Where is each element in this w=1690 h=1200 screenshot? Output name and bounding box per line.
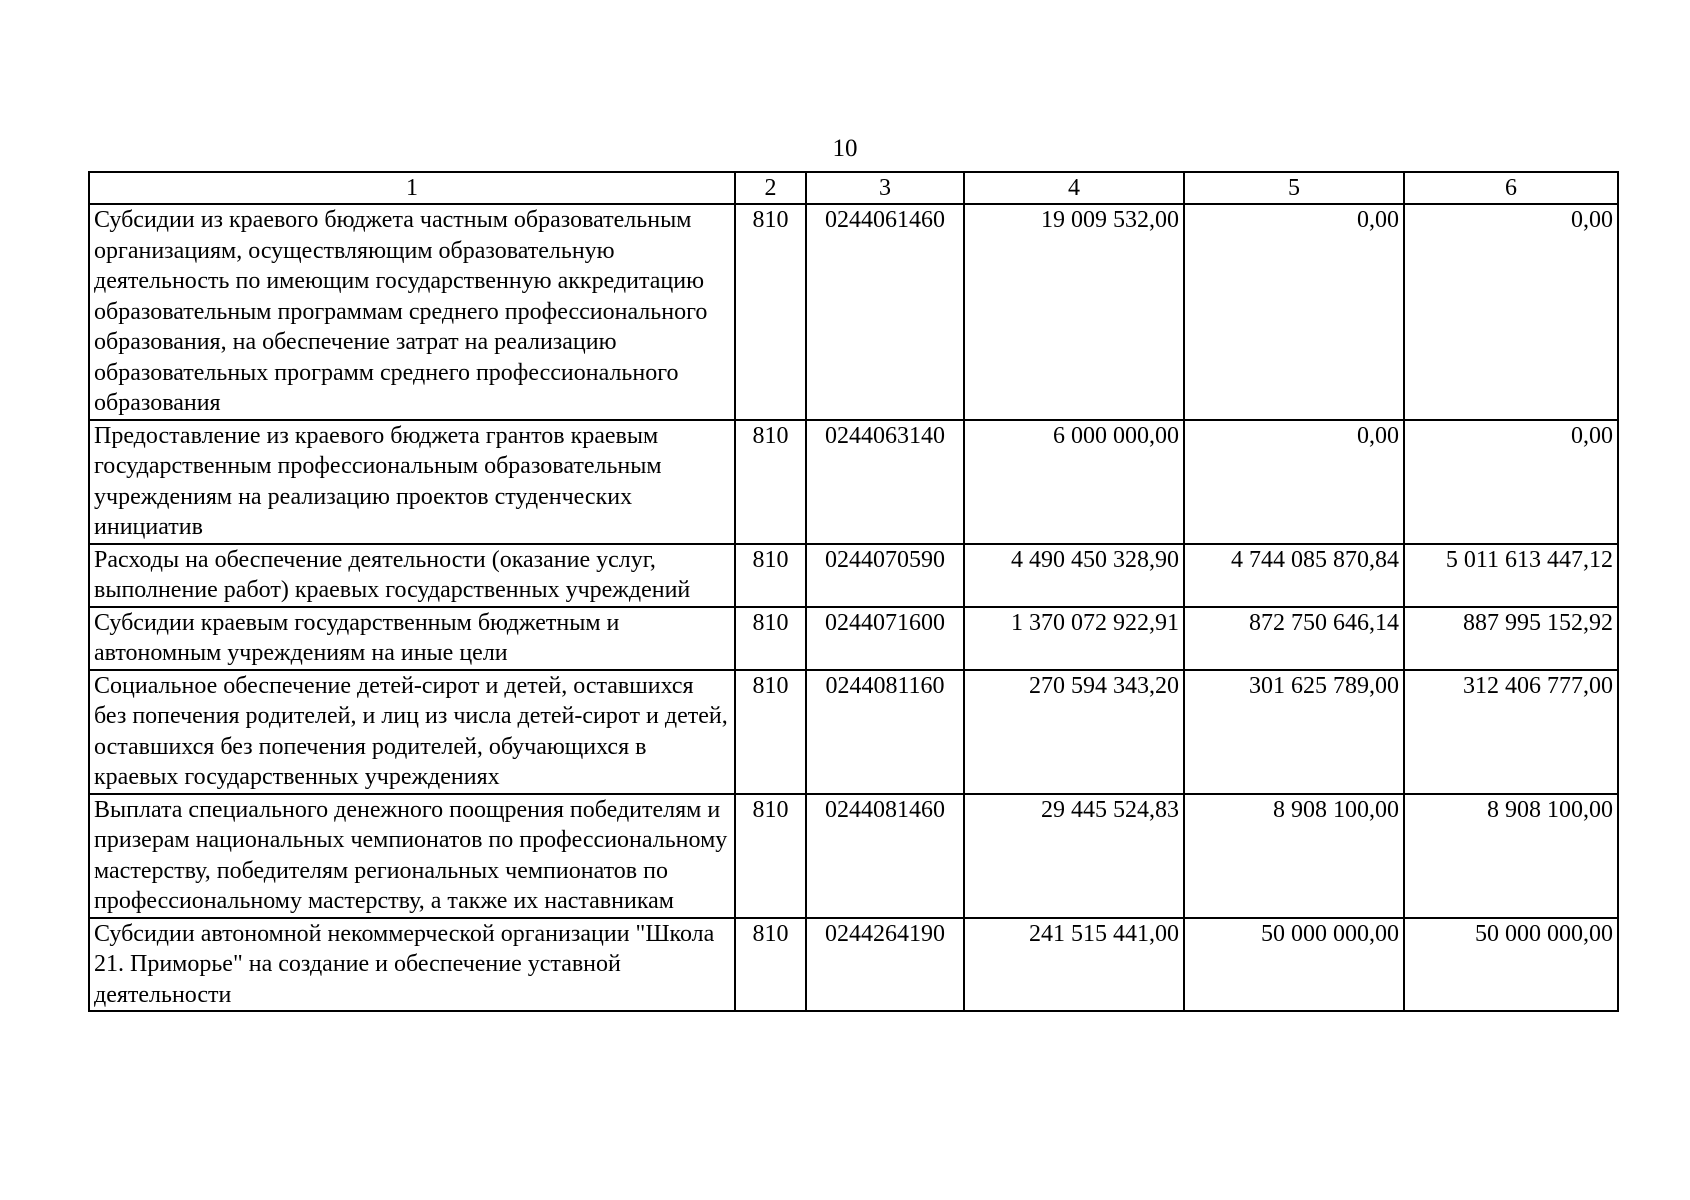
row-value-5-cell: 301 625 789,00 xyxy=(1184,670,1404,794)
row-value-6-cell: 887 995 152,92 xyxy=(1404,607,1618,670)
table-row xyxy=(89,918,1618,1012)
budget-table xyxy=(88,171,1619,1012)
table-row xyxy=(89,420,1618,544)
row-csr-cell: 0244063140 xyxy=(806,420,964,544)
row-value-5-cell: 8 908 100,00 xyxy=(1184,794,1404,918)
row-code-cell: 810 xyxy=(735,607,806,670)
row-value-5-cell: 0,00 xyxy=(1184,204,1404,420)
row-name-cell: Предоставление из краевого бюджета грантов краевым государственным профессиональным образовательным учреждениям на реализацию проектов студенческих инициатив xyxy=(89,420,735,544)
row-csr-cell: 0244264190 xyxy=(806,918,964,1012)
header-cell-3: 3 xyxy=(806,172,964,204)
row-name-cell: Социальное обеспечение детей-сирот и детей, оставшихся без попечения родителей, и лиц из числа детей-сирот и детей, оставшихся без попечения родителей, обучающихся в краевых государственных учреждениях xyxy=(89,670,735,794)
table-row xyxy=(89,607,1618,670)
header-cell-6: 6 xyxy=(1404,172,1618,204)
row-name-cell: Расходы на обеспечение деятельности (оказание услуг, выполнение работ) краевых государственных учреждений xyxy=(89,544,735,607)
table-row xyxy=(89,670,1618,794)
row-csr-cell: 0244081460 xyxy=(806,794,964,918)
row-value-6-cell: 8 908 100,00 xyxy=(1404,794,1618,918)
row-value-6-cell: 0,00 xyxy=(1404,420,1618,544)
header-cell-5: 5 xyxy=(1184,172,1404,204)
table-row xyxy=(89,544,1618,607)
row-value-4-cell: 270 594 343,20 xyxy=(964,670,1184,794)
row-value-4-cell: 29 445 524,83 xyxy=(964,794,1184,918)
row-csr-cell: 0244071600 xyxy=(806,607,964,670)
page-number: 10 xyxy=(832,135,858,162)
row-name-cell: Субсидии краевым государственным бюджетным и автономным учреждениям на иные цели xyxy=(89,607,735,670)
table-row xyxy=(89,204,1618,420)
row-code-cell: 810 xyxy=(735,918,806,1012)
header-cell-2: 2 xyxy=(735,172,806,204)
row-value-4-cell: 1 370 072 922,91 xyxy=(964,607,1184,670)
row-csr-cell: 0244061460 xyxy=(806,204,964,420)
row-code-cell: 810 xyxy=(735,670,806,794)
table-row xyxy=(89,794,1618,918)
row-value-6-cell: 5 011 613 447,12 xyxy=(1404,544,1618,607)
row-value-6-cell: 0,00 xyxy=(1404,204,1618,420)
row-code-cell: 810 xyxy=(735,204,806,420)
row-value-5-cell: 872 750 646,14 xyxy=(1184,607,1404,670)
row-code-cell: 810 xyxy=(735,544,806,607)
row-name-cell: Субсидии из краевого бюджета частным образовательным организациям, осуществляющим образовательную деятельность по имеющим государственную аккредитацию образовательным программам среднего профессионального образования, на обеспечение затрат на реализацию образовательных программ среднего профессионального образования xyxy=(89,204,735,420)
row-value-4-cell: 241 515 441,00 xyxy=(964,918,1184,1012)
row-value-6-cell: 312 406 777,00 xyxy=(1404,670,1618,794)
row-value-6-cell: 50 000 000,00 xyxy=(1404,918,1618,1012)
row-csr-cell: 0244070590 xyxy=(806,544,964,607)
row-value-4-cell: 4 490 450 328,90 xyxy=(964,544,1184,607)
row-value-5-cell: 4 744 085 870,84 xyxy=(1184,544,1404,607)
header-cell-4: 4 xyxy=(964,172,1184,204)
header-cell-1: 1 xyxy=(89,172,735,204)
row-value-4-cell: 6 000 000,00 xyxy=(964,420,1184,544)
row-csr-cell: 0244081160 xyxy=(806,670,964,794)
row-code-cell: 810 xyxy=(735,420,806,544)
row-value-5-cell: 0,00 xyxy=(1184,420,1404,544)
row-name-cell: Субсидии автономной некоммерческой организации "Школа 21. Приморье" на создание и обеспечение уставной деятельности xyxy=(89,918,735,1012)
row-name-cell: Выплата специального денежного поощрения победителям и призерам национальных чемпионатов по профессиональному мастерству, победителям региональных чемпионатов по профессиональному мастерству, а также их наставникам xyxy=(89,794,735,918)
row-code-cell: 810 xyxy=(735,794,806,918)
row-value-5-cell: 50 000 000,00 xyxy=(1184,918,1404,1012)
row-value-4-cell: 19 009 532,00 xyxy=(964,204,1184,420)
header-row xyxy=(89,172,1618,204)
